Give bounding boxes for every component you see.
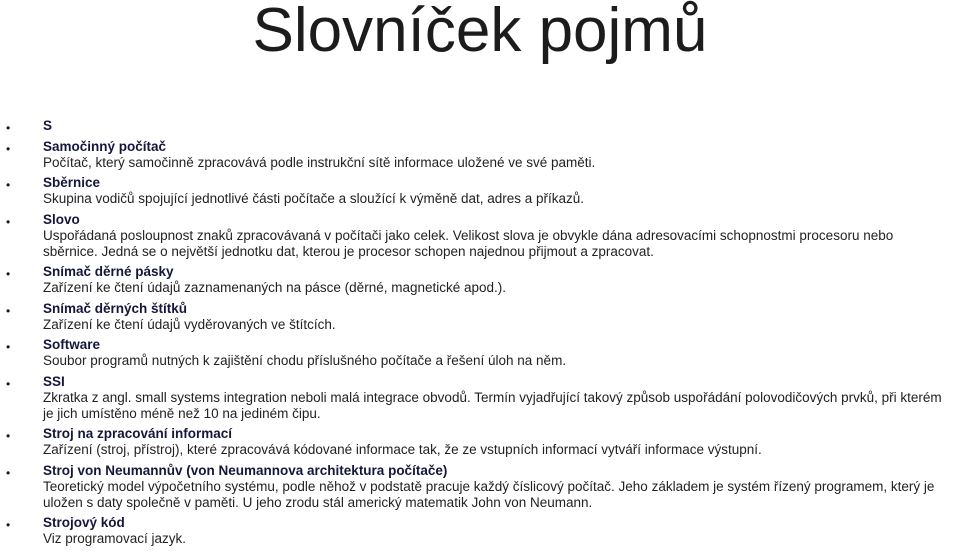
bullet-icon: • <box>6 340 11 354</box>
glossary-entry <box>0 301 960 333</box>
glossary-entry <box>0 212 960 260</box>
bullet-icon: • <box>6 518 11 532</box>
glossary-definition: Počítač, který samočinně zpracovává podle instrukční sítě informace uložené ve své paměti. <box>43 154 596 170</box>
glossary-term: Sběrnice <box>43 175 101 190</box>
glossary-definition: Uspořádaná posloupnost znaků zpracovávaná v počítači jako celek. Velikost slova je obvykle dána adresovacími schopnostmi procesoru nebo sběrnice. Jedná se o největší jednotku dat, kterou je procesor schopen najednou přijmout a zpracovat. <box>43 227 894 259</box>
slide-title: Slovníček pojmů <box>252 0 708 65</box>
glossary-term: SSI <box>43 373 65 389</box>
glossary-term: Slovo <box>43 211 80 227</box>
glossary-definition: Zkratka z angl. small systems integration neboli malá integrace obvodů. Termín vyjadřující takový způsob uspořádání polovodičových prvků, při kterém je jich umístěno méně než 10 na jediném čipu. <box>43 389 942 421</box>
glossary-definition: Zařízení ke čtení údajů zaznamenaných na pásce (děrné, magnetické apod.). <box>43 280 507 295</box>
glossary-definition: Skupina vodičů spojující jednotlivé části počítače a sloužící k výměně dat, adres a příkazů. <box>43 191 585 206</box>
glossary-definition: Soubor programů nutných k zajištění chodu příslušného počítače a řešení úloh na něm. <box>43 353 567 368</box>
glossary-entry <box>0 463 960 511</box>
bullet-icon: • <box>6 465 11 480</box>
bullet-icon: • <box>6 121 11 135</box>
bullet-icon: • <box>6 376 11 391</box>
glossary-entry <box>0 337 960 369</box>
bullet-icon: • <box>6 178 11 192</box>
glossary-term: Strojový kód <box>43 515 125 530</box>
glossary-definition: Zařízení (stroj, přístroj), které zpracovává kódované informace tak, že ze vstupních informací vytváří informace výstupní. <box>43 442 762 457</box>
glossary-entry <box>0 264 960 296</box>
bullet-icon: • <box>6 267 11 281</box>
glossary-term: Stroj na zpracování informací <box>43 426 233 441</box>
glossary-term: Snímač děrných štítků <box>43 300 188 316</box>
glossary-term: S <box>43 118 53 133</box>
glossary-term: Samočinný počítač <box>43 138 167 154</box>
bullet-icon: • <box>6 303 11 318</box>
glossary-definition: Viz programovací jazyk. <box>43 531 187 546</box>
glossary-list <box>0 118 960 552</box>
bullet-icon: • <box>6 214 11 229</box>
glossary-entry <box>0 175 960 207</box>
glossary-definition: Teoretický model výpočetního systému, podle něhož v podstatě pracuje každý číslicový počítač. Jeho základem je systém řízený programem, který je uložen s daty společně v paměti. U jeho zrodu stál americký matematik John von Neumann. <box>43 478 935 510</box>
glossary-entry <box>0 118 960 134</box>
bullet-icon: • <box>6 429 11 443</box>
glossary-term: Snímač děrné pásky <box>43 264 174 279</box>
glossary-term: Software <box>43 337 101 352</box>
glossary-definition: Zařízení ke čtení údajů vyděrovaných ve štítcích. <box>43 316 336 332</box>
glossary-entry <box>0 426 960 458</box>
bullet-icon: • <box>6 141 11 156</box>
glossary-entry <box>0 374 960 422</box>
glossary-entry <box>0 515 960 547</box>
glossary-term: Stroj von Neumannův (von Neumannova architektura počítače) <box>43 462 448 478</box>
glossary-entry <box>0 139 960 171</box>
